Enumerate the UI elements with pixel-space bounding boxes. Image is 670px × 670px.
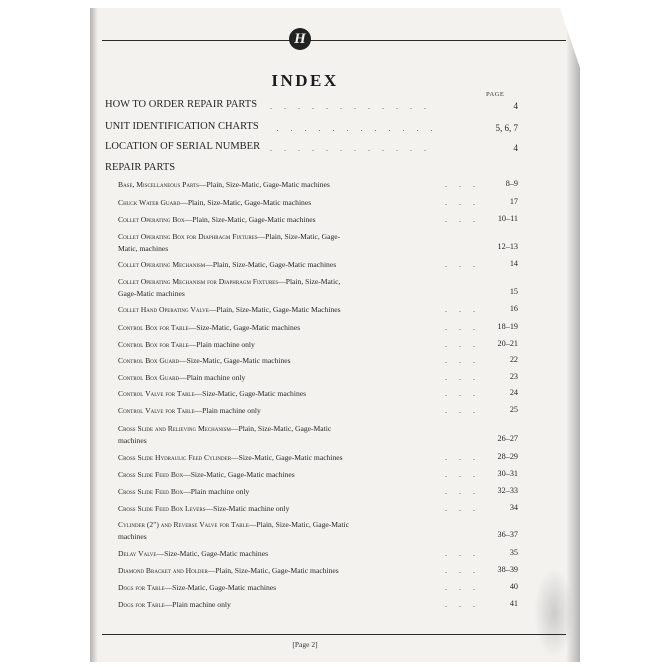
leader-dots: . . . . . . . . . . . . (270, 144, 431, 153)
subentry-description: —Size-Matic, Gage-Matic machines (194, 389, 307, 398)
subentry-description: —Plain, Size-Matic, Gage-Matic machines (180, 198, 312, 207)
subentry-name: Dogs for Table (118, 600, 165, 609)
subentry-name: Delay Valve (118, 549, 157, 558)
subentry-description: —Plain, Size-Matic, Gage-Matic Machines (208, 305, 341, 314)
subentry-name: Cross Slide Feed Box Levers (118, 504, 206, 513)
subentry-text (118, 355, 291, 366)
subentry-description: —Size-Matic, Gage-Matic machines (183, 470, 295, 479)
subentry-description: —Size-Matic, Gage-Matic machines (188, 323, 301, 332)
subentry-description: —Size-Matic, Gage-Matic machines (179, 356, 291, 365)
index-subentry (90, 231, 580, 255)
page-footer: [Page 2] (292, 640, 318, 649)
subentry-description: —Plain, Size-Matic, (278, 277, 341, 286)
index-subentry (90, 304, 580, 316)
leader-dots: . . . (445, 487, 480, 496)
subentry-description: —Size-Matic, Gage-Matic machines (231, 453, 343, 462)
subentry-text (118, 231, 340, 242)
index-entry-label: UNIT IDENTIFICATION CHARTS (105, 121, 259, 132)
subentry-description: —Size-Matic, Gage-Matic machines (156, 549, 269, 558)
leader-dots: . . . (445, 583, 480, 592)
subentry-page: 17 (509, 197, 518, 206)
index-subentry (90, 355, 580, 367)
subentry-page: 28–29 (497, 452, 518, 461)
index-subentry (90, 179, 580, 191)
subentry-continuation: Gage-Matic machines (118, 289, 185, 298)
page-column-label: PAGE (486, 91, 505, 98)
subentry-text (118, 339, 255, 350)
subentry-name: Chuck Water Guard (118, 198, 181, 207)
subentry-description: —Plain machine only (194, 406, 261, 415)
leader-dots: . . . (445, 340, 480, 349)
subentry-name: Control Box Guard (118, 356, 180, 365)
leader-dots: . . . (445, 504, 480, 513)
subentry-name: Collet Operating Mechanism (118, 260, 206, 269)
leader-dots: . . . (445, 356, 480, 365)
subentry-text (118, 486, 249, 497)
subentry-description: —Plain machine only (179, 373, 246, 382)
leader-dots: . . . (445, 600, 480, 609)
subentry-continuation: machines (118, 532, 147, 541)
subentry-description: —Plain, Size-Matic, Gage-Matic (230, 424, 332, 433)
subentry-text (118, 259, 336, 270)
index-subentry (90, 276, 580, 300)
subentry-description: —Plain, Size-Matic, Gage-Matic (248, 520, 350, 529)
subentry-text (118, 582, 276, 593)
index-subentry (90, 405, 580, 417)
subentry-page: 16 (509, 304, 518, 313)
company-logo-icon: H (289, 28, 311, 50)
folded-corner (560, 8, 580, 68)
index-entry (90, 162, 580, 176)
subentry-description: —Plain machine only (188, 340, 255, 349)
subentry-page: 26–27 (497, 434, 518, 443)
subentry-description: —Plain machine only (164, 600, 231, 609)
subentry-page: 32–33 (497, 486, 518, 495)
subentry-page: 8–9 (505, 179, 518, 188)
leader-dots: . . . (445, 215, 480, 224)
subentry-text (118, 565, 339, 576)
subentry-name: Dogs for Table (118, 583, 165, 592)
leader-dots: . . . (445, 305, 480, 314)
subentry-name: Collet Hand Operating Valve (118, 305, 209, 314)
subentry-text (118, 599, 231, 610)
index-subentry (90, 372, 580, 384)
subentry-name: Cross Slide Feed Box (118, 470, 184, 479)
subentry-name: Diamond Bracket and Holder (118, 566, 208, 575)
subentry-description: —Plain machine only (183, 487, 250, 496)
index-entry (90, 99, 580, 113)
subentry-description: —Plain, Size-Matic, Gage-Matic machines (184, 215, 316, 224)
index-entry-page: 5, 6, 7 (495, 123, 518, 133)
subentry-page: 14 (509, 259, 518, 268)
index-entry (90, 141, 580, 155)
leader-dots: . . . (445, 470, 480, 479)
index-subentry (90, 423, 580, 447)
leader-dots: . . . (445, 389, 480, 398)
index-entry (90, 121, 580, 135)
subentry-page: 15 (509, 287, 518, 296)
page-title: INDEX (271, 71, 339, 90)
subentry-page: 10–11 (497, 214, 518, 223)
index-subentry (90, 486, 580, 498)
index-subentry (90, 339, 580, 351)
subentry-page: 12–13 (497, 242, 518, 251)
subentry-page: 35 (509, 548, 518, 557)
subentry-text (118, 179, 330, 190)
index-subentry (90, 452, 580, 464)
subentry-text (118, 503, 289, 514)
subentry-description: —Size-Matic machine only (205, 504, 290, 513)
subentry-text (118, 276, 340, 287)
subentry-text (118, 322, 300, 333)
subentry-description: —Plain, Size-Matic, Gage-Matic machines (198, 180, 330, 189)
index-subentry (90, 548, 580, 560)
subentry-page: 20–21 (497, 339, 518, 348)
subentry-text (118, 423, 331, 434)
subentry-description: —Size-Matic, Gage-Matic machines (164, 583, 277, 592)
index-subentry (90, 197, 580, 209)
subentry-page: 36–37 (497, 530, 518, 539)
subentry-text (118, 469, 295, 480)
index-entry-label: LOCATION OF SERIAL NUMBER (105, 141, 261, 152)
index-subentry (90, 388, 580, 400)
subentry-description: —Plain, Size-Matic, Gage- (257, 232, 341, 241)
subentry-page: 25 (509, 405, 518, 414)
document-page (90, 8, 580, 662)
subentry-name: Collet Operating Box for Diaphragm Fixtures (118, 232, 258, 241)
leader-dots: . . . (445, 566, 480, 575)
index-subentry (90, 469, 580, 481)
leader-dots: . . . (445, 323, 480, 332)
subentry-name: Cross Slide Feed Box (118, 487, 184, 496)
leader-dots: . . . (445, 198, 480, 207)
subentry-page: 34 (509, 503, 518, 512)
subentry-name: Cross Slide Hydraulic Feed Cylinder (118, 453, 232, 462)
index-entry-label: REPAIR PARTS (105, 162, 176, 173)
index-entry-page: 4 (513, 101, 518, 111)
subentry-text (118, 214, 316, 225)
header-rule (102, 40, 566, 41)
subentry-page: 40 (509, 582, 518, 591)
subentry-description: —Plain, Size-Matic, Gage-Matic machines (207, 566, 339, 575)
leader-dots: . . . (445, 180, 480, 189)
subentry-continuation: Matic, machines (118, 244, 169, 253)
subentry-text (118, 197, 311, 208)
subentry-text (118, 388, 306, 399)
index-subentry (90, 599, 580, 611)
subentry-name: Control Box for Table (118, 323, 189, 332)
index-entry-page: 4 (513, 143, 518, 153)
subentry-text (118, 452, 343, 463)
subentry-name: Control Box Guard (118, 373, 180, 382)
footer-rule (102, 634, 566, 635)
leader-dots: . . . . . . . . . . . . (276, 124, 438, 133)
leader-dots: . . . (445, 549, 480, 558)
subentry-name: Control Box for Table (118, 340, 189, 349)
subentry-name: Control Valve for Table (118, 389, 195, 398)
subentry-page: 18–19 (497, 322, 518, 331)
index-subentry (90, 565, 580, 577)
subentry-page: 24 (509, 388, 518, 397)
subentry-name: Cross Slide and Relieving Mechanism (118, 424, 231, 433)
subentry-page: 30–31 (497, 469, 518, 478)
index-subentry (90, 519, 580, 543)
index-subentry (90, 582, 580, 594)
leader-dots: . . . (445, 260, 480, 269)
subentry-page: 22 (509, 355, 518, 364)
subentry-text (118, 304, 341, 315)
leader-dots: . . . . . . . . . . . . (270, 102, 431, 111)
subentry-text (118, 519, 349, 530)
leader-dots: . . . (445, 406, 480, 415)
subentry-page: 23 (509, 372, 518, 381)
subentry-name: Control Valve for Table (118, 406, 195, 415)
index-subentry (90, 322, 580, 334)
subentry-page: 38–39 (497, 565, 518, 574)
subentry-name: Base, Miscellaneous Parts (118, 180, 199, 189)
leader-dots: . . . (445, 373, 480, 382)
subentry-description: —Plain, Size-Matic, Gage-Matic machines (205, 260, 337, 269)
subentry-name: Collet Operating Mechanism for Diaphragm Fixtures (118, 277, 279, 286)
index-subentry (90, 503, 580, 515)
index-entry-label: HOW TO ORDER REPAIR PARTS (105, 99, 258, 110)
index-subentry (90, 214, 580, 226)
subentry-text (118, 372, 245, 383)
subentry-continuation: machines (118, 436, 147, 445)
subentry-name: Cylinder (2") and Reverse Valve for Table (118, 520, 249, 529)
subentry-page: 41 (509, 599, 518, 608)
subentry-name: Collet Operating Box (118, 215, 185, 224)
subentry-text (118, 405, 261, 416)
index-subentry (90, 259, 580, 271)
leader-dots: . . . (445, 453, 480, 462)
subentry-text (118, 548, 268, 559)
